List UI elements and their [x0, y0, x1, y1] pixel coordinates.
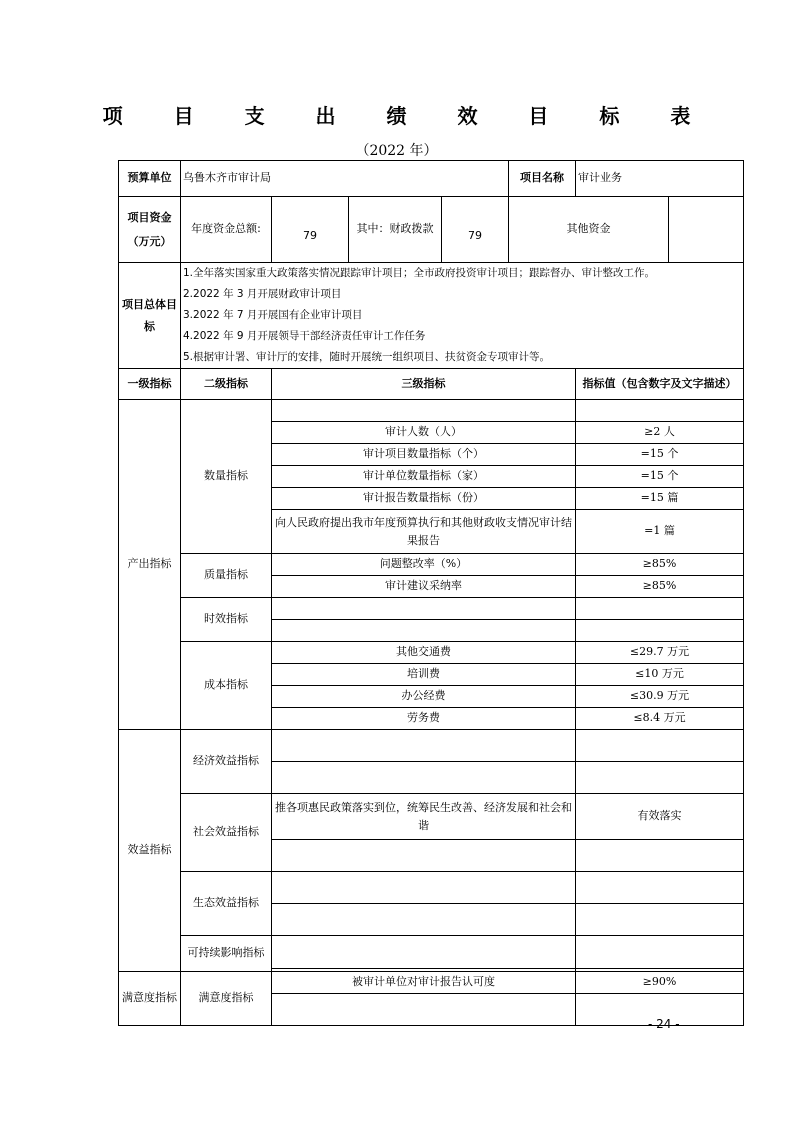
- indicator-value: ≤29.7 万元: [576, 642, 744, 664]
- indicator-name: 推各项惠民政策落实到位，统筹民生改善、经济发展和社会和谐: [272, 794, 576, 840]
- year-subtitle: （2022 年）: [355, 143, 438, 159]
- budget-unit-value: 乌鲁木齐市审计局: [181, 161, 509, 197]
- indicator-value: =15 个: [576, 444, 744, 466]
- empty-cell: [272, 400, 576, 422]
- table-row: [119, 872, 744, 904]
- empty-cell: [576, 872, 744, 904]
- empty-cell: [272, 904, 576, 936]
- empty-cell: [576, 400, 744, 422]
- indicator-value: ≥85%: [576, 554, 744, 576]
- empty-cell: [576, 936, 744, 969]
- indicator-value: ≤8.4 万元: [576, 708, 744, 730]
- empty-cell: [272, 994, 576, 1026]
- indicator-name: 审计人数（人）: [272, 422, 576, 444]
- indicator-name: 其他交通费: [272, 642, 576, 664]
- empty-cell: [576, 904, 744, 936]
- empty-cell: [272, 840, 576, 872]
- indicator-value: ≥2 人: [576, 422, 744, 444]
- page-number: - 24 -: [648, 1017, 680, 1031]
- funds-fiscal-label: 其中：财政拨款: [349, 197, 442, 263]
- empty-cell: [576, 762, 744, 794]
- goals-row: [119, 263, 744, 369]
- indicator-name: 被审计单位对审计报告认可度: [272, 972, 576, 994]
- level2-ecological: 生态效益指标: [181, 872, 272, 936]
- performance-table: [118, 160, 744, 1026]
- header-row: [119, 161, 744, 197]
- goal-item: 3.2022 年 7 月开展国有企业审计项目: [183, 309, 363, 321]
- project-name-value: 审计业务: [576, 161, 744, 197]
- page-title: 项 目 支 出 绩 效 目 标 表: [102, 104, 713, 128]
- table-row: [119, 972, 744, 994]
- empty-cell: [576, 840, 744, 872]
- funds-total-value: 79: [272, 197, 349, 263]
- table-row: [119, 794, 744, 840]
- budget-unit-label: 预算单位: [119, 161, 181, 197]
- table-row: [119, 642, 744, 664]
- indicator-name: 办公经费: [272, 686, 576, 708]
- indicator-value: =1 篇: [576, 510, 744, 554]
- goal-item: 2.2022 年 3 月开展财政审计项目: [183, 288, 342, 300]
- indicator-value: =15 个: [576, 466, 744, 488]
- indicator-value: ≥90%: [576, 972, 744, 994]
- funds-row: [119, 197, 744, 263]
- goal-item: 5.根据审计署、审计厅的安排，随时开展统一组织项目、扶贫资金专项审计等。: [183, 351, 551, 363]
- table-row: [119, 554, 744, 576]
- column-header-level3: 三级指标: [272, 369, 576, 400]
- table-row: [119, 730, 744, 762]
- indicator-name: 向人民政府提出我市年度预算执行和其他财政收支情况审计结果报告: [272, 510, 576, 554]
- goals-label: 项目总体目标: [119, 263, 181, 369]
- empty-cell: [576, 598, 744, 620]
- goal-item: 4.2022 年 9 月开展领导干部经济责任审计工作任务: [183, 330, 426, 342]
- level2-economic: 经济效益指标: [181, 730, 272, 794]
- empty-cell: [576, 620, 744, 642]
- funds-fiscal-value: 79: [442, 197, 509, 263]
- level1-satisfaction: 满意度指标: [119, 972, 181, 1026]
- level2-satisfaction: 满意度指标: [181, 972, 272, 1026]
- indicator-name: 审计建议采纳率: [272, 576, 576, 598]
- empty-cell: [272, 762, 576, 794]
- indicator-name: 审计单位数量指标（家）: [272, 466, 576, 488]
- indicator-value: ≤10 万元: [576, 664, 744, 686]
- funds-label: 项目资金（万元）: [119, 197, 181, 263]
- column-header-row: [119, 369, 744, 400]
- indicator-name: 审计报告数量指标（份）: [272, 488, 576, 510]
- empty-cell: [576, 730, 744, 762]
- level2-quality: 质量指标: [181, 554, 272, 598]
- goal-item: 1.全年落实国家重大政策落实情况跟踪审计项目；全市政府投资审计项目；跟踪督办、审计整改工作。: [183, 267, 656, 279]
- level2-sustainable: 可持续影响指标: [181, 936, 272, 972]
- funds-other-label: 其他资金: [509, 197, 669, 263]
- indicator-value: =15 篇: [576, 488, 744, 510]
- table-row: [119, 936, 744, 969]
- table-row: [119, 598, 744, 620]
- column-header-level1: 一级指标: [119, 369, 181, 400]
- level2-quantity: 数量指标: [181, 400, 272, 554]
- level1-benefit: 效益指标: [119, 730, 181, 972]
- column-header-level2: 二级指标: [181, 369, 272, 400]
- empty-cell: [272, 936, 576, 969]
- empty-cell: [272, 620, 576, 642]
- funds-other-value: [669, 197, 744, 263]
- indicator-value: ≥85%: [576, 576, 744, 598]
- empty-cell: [272, 730, 576, 762]
- level2-timeliness: 时效指标: [181, 598, 272, 642]
- level2-social: 社会效益指标: [181, 794, 272, 872]
- funds-total-label: 年度资金总额:: [181, 197, 272, 263]
- level2-cost: 成本指标: [181, 642, 272, 730]
- empty-cell: [272, 872, 576, 904]
- indicator-name: 培训费: [272, 664, 576, 686]
- indicator-name: 问题整改率（%）: [272, 554, 576, 576]
- column-header-value: 指标值（包含数字及文字描述）: [576, 369, 744, 400]
- empty-cell: [272, 598, 576, 620]
- indicator-name: 劳务费: [272, 708, 576, 730]
- goals-list: [181, 263, 744, 369]
- table-row: [119, 400, 744, 422]
- level1-output: 产出指标: [119, 400, 181, 730]
- indicator-name: 审计项目数量指标（个）: [272, 444, 576, 466]
- indicator-value: ≤30.9 万元: [576, 686, 744, 708]
- project-name-label: 项目名称: [509, 161, 576, 197]
- indicator-value: 有效落实: [576, 794, 744, 840]
